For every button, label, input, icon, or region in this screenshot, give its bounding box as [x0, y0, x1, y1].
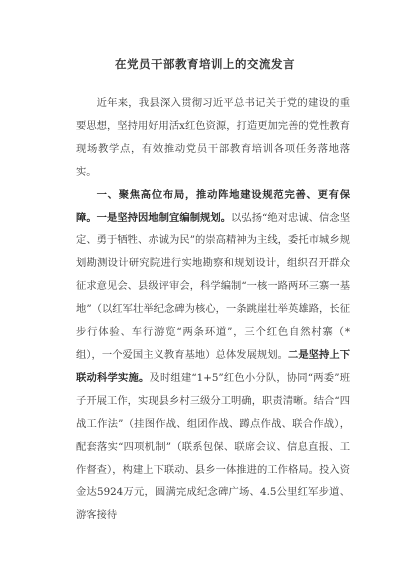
point-1-text: 以弘扬“绝对忠诚、信念坚定、勇于牺牲、赤诚为民”的崇高精神为主线，委托市城乡规划勘测设计研究院进行实地勘察和规划设计，组织召开群众征求意见会、县级评审会，科学编制“一核一路两环三寨一基地”（以红军壮举纪念碑为核心，一条跳崖壮举英雄路，长征步行体验、车行游览“两条环道”，三个红色自然村寨（*组），一个爱国主义教育基地）总体发展规划。 [76, 211, 351, 361]
point-1-heading: 一是坚持因地制宜编制规划。 [96, 211, 232, 224]
document-body [76, 92, 350, 527]
document-title: 在党员干部教育培训上的交流发言 [115, 57, 295, 71]
intro-paragraph: 近年来，我县深入贯彻习近平总书记关于党的建设的重要思想，坚持用好用活x红色资源，打造更加完善的党性教育现场教学点，有效推动党员干部教育培训各项任务落地落实。 [76, 97, 350, 178]
section-1-heading: 一、聚焦高位布局，推动阵地建设规范完善、更有保障。 [76, 188, 350, 224]
point-2-text: 及时组建“1+5”红色小分队，协同“两委”班子开展工作，实现县乡村三级分工明确，职责清晰。结合“四战工作法”（挂图作战、组团作战、蹲点作战、联合作战），配套落实“四项机制”（联系包保、联席会议、信息直报、工作督查），构建上下联动、县乡一体推进的工作格局。投入资金达5924万元，圆满完成纪念碑广场、4.5公里红军步道、游客接待 [76, 371, 351, 522]
section-1-paragraph [76, 184, 350, 528]
point-2-heading: 二是坚持上下联动科学实施。 [76, 348, 350, 384]
